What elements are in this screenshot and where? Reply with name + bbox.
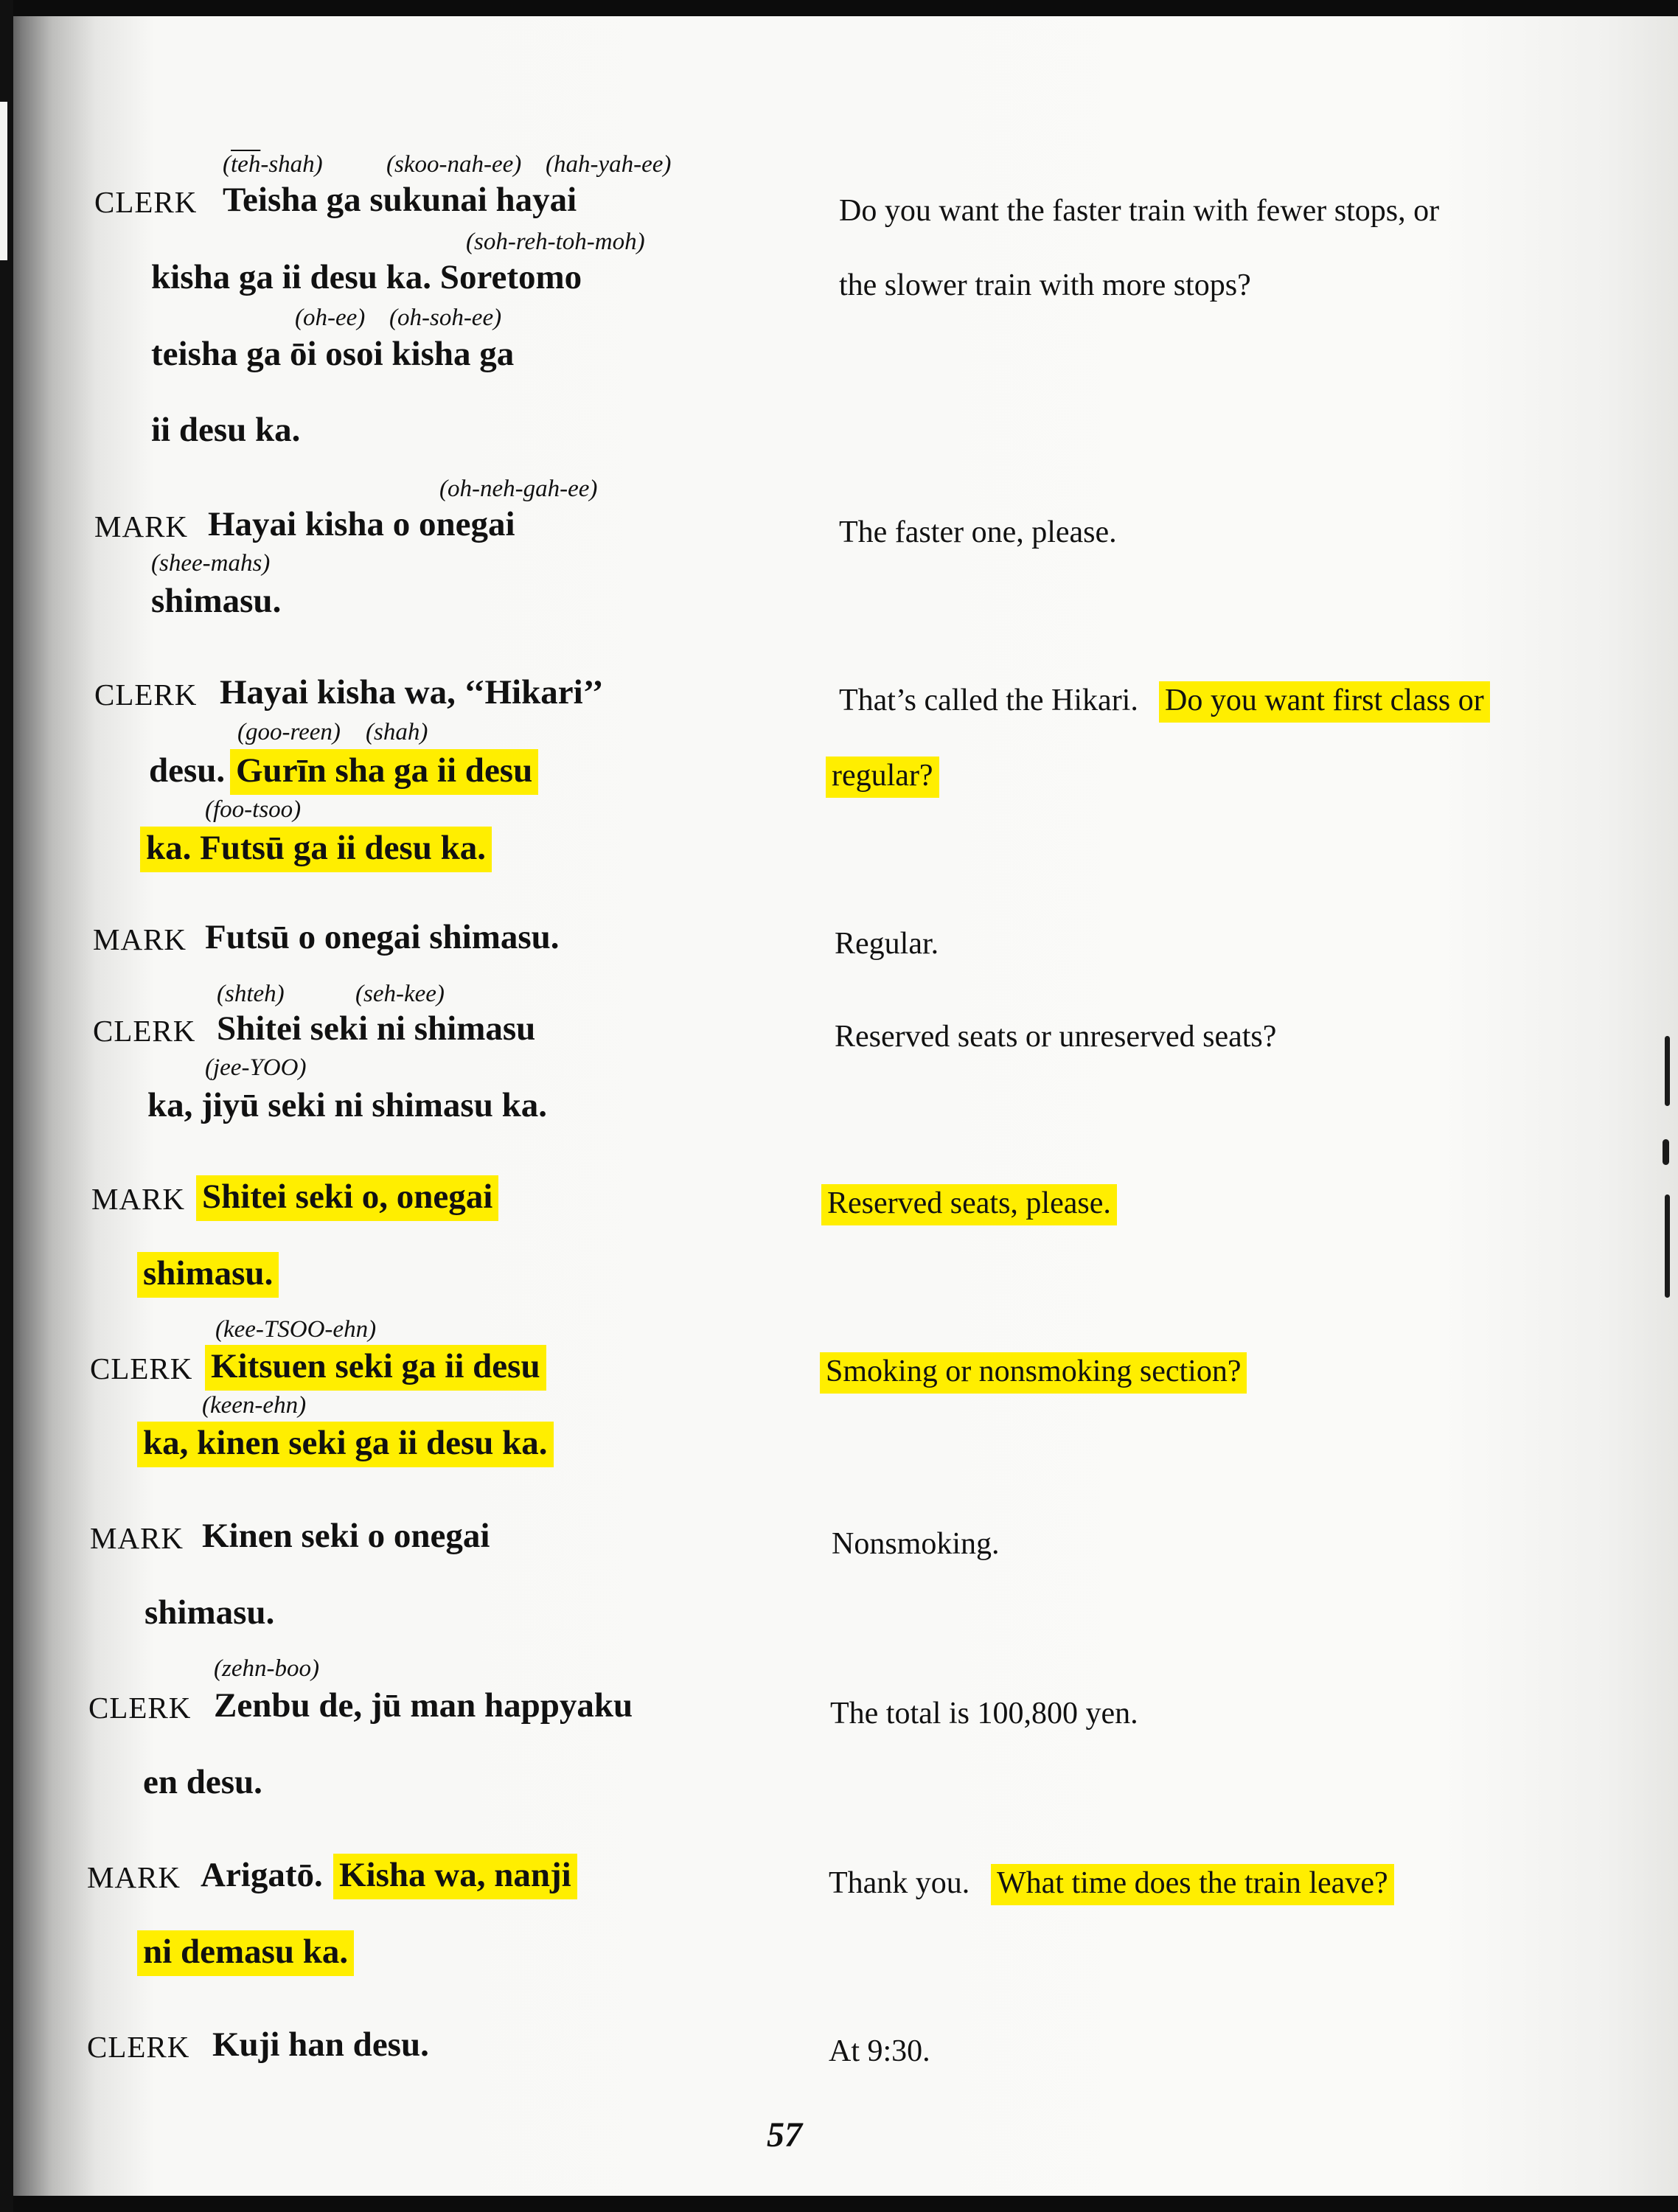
binding-mark — [1663, 1139, 1669, 1165]
speaker-label: CLERK — [88, 1691, 192, 1725]
japanese-line: kisha ga ii desu ka. Soretomo — [151, 258, 582, 296]
pronunciation: (oh-ee) — [295, 305, 366, 331]
highlighted-translation: What time does the train leave? — [991, 1864, 1394, 1905]
japanese-line: ii desu ka. — [151, 411, 301, 449]
scan-border-top — [0, 0, 1678, 16]
binding-mark — [1665, 1036, 1670, 1106]
speaker-label: CLERK — [94, 678, 198, 712]
highlighted-translation: regular? — [826, 757, 939, 798]
english-translation: Reserved seats or unreserved seats? — [835, 1020, 1277, 1054]
english-translation: The total is 100,800 yen. — [830, 1697, 1138, 1731]
japanese-line: shimasu. — [151, 582, 282, 620]
english-translation: Do you want the faster train with fewer stops, or — [839, 194, 1440, 228]
speaker-label: CLERK — [94, 185, 198, 219]
pronunciation: (goo-reen) — [237, 719, 341, 745]
japanese-line: desu. — [149, 751, 226, 790]
highlighted-japanese: Shitei seki o, onegai — [196, 1175, 498, 1221]
japanese-line: Hayai kisha o onegai — [208, 505, 515, 543]
japanese-line: Teisha ga sukunai hayai — [223, 181, 577, 219]
highlighted-japanese: Kisha wa, nanji — [333, 1854, 577, 1899]
pronunciation: (keen-ehn) — [202, 1392, 307, 1419]
english-translation: At 9:30. — [829, 2034, 930, 2068]
highlighted-japanese: shimasu. — [137, 1252, 279, 1298]
highlighted-japanese: Gurīn sha ga ii desu — [230, 749, 538, 795]
pronunciation: (shah) — [366, 719, 428, 745]
japanese-line: Kinen seki o onegai — [202, 1517, 490, 1555]
pronunciation: (oh-neh-gah-ee) — [439, 476, 598, 502]
scan-border-left — [0, 0, 13, 2212]
binding-mark — [1665, 1194, 1670, 1298]
speaker-label: MARK — [90, 1521, 184, 1555]
pronunciation: (hah-yah-ee) — [546, 151, 672, 178]
japanese-line: Arigatō. — [201, 1856, 323, 1894]
page-number: 57 — [767, 2115, 802, 2154]
japanese-line: Shitei seki ni shimasu — [217, 1009, 536, 1048]
pronunciation: (shteh) — [217, 981, 285, 1007]
english-translation: The faster one, please. — [839, 515, 1117, 549]
japanese-line: Zenbu de, jū man happyaku — [214, 1686, 633, 1725]
pronunciation: (skoo-nah-ee) — [386, 151, 522, 178]
speaker-label: CLERK — [93, 1014, 196, 1048]
pronunciation: (shee-mahs) — [151, 550, 271, 577]
japanese-line: Hayai kisha wa, ‘‘Hikari’’ — [220, 673, 604, 712]
speaker-label: MARK — [94, 509, 189, 543]
pronunciation: (zehn-boo) — [214, 1655, 319, 1682]
highlighted-translation: Do you want first class or — [1159, 681, 1490, 723]
japanese-line: en desu. — [143, 1763, 262, 1801]
highlighted-japanese: Kitsuen seki ga ii desu — [205, 1345, 546, 1391]
pronunciation: (soh-reh-toh-moh) — [466, 229, 645, 255]
pronunciation: (seh-kee) — [355, 981, 445, 1007]
japanese-line: ka, jiyū seki ni shimasu ka. — [147, 1086, 547, 1124]
speaker-label: CLERK — [87, 2030, 190, 2064]
english-translation: Regular. — [835, 927, 939, 961]
english-translation: Thank you. — [829, 1866, 970, 1900]
pronunciation: (kee-TSOO-ehn) — [215, 1316, 377, 1343]
speaker-label: MARK — [93, 922, 187, 956]
japanese-line: Kuji han desu. — [212, 2025, 429, 2064]
pronunciation: $(\overline{teh}-shah)$ — [223, 151, 323, 178]
english-translation: the slower train with more stops? — [839, 268, 1251, 302]
highlighted-japanese: ka. Futsū ga ii desu ka. — [140, 827, 492, 872]
japanese-line: Futsū o onegai shimasu. — [205, 918, 560, 956]
highlighted-japanese: ka, kinen seki ga ii desu ka. — [137, 1422, 554, 1467]
highlighted-translation: Smoking or nonsmoking section? — [820, 1352, 1247, 1394]
pronunciation: (jee-YOO) — [205, 1054, 307, 1081]
japanese-line: teisha ga ōi osoi kisha ga — [151, 335, 515, 373]
japanese-line: shimasu. — [145, 1593, 275, 1632]
highlighted-japanese: ni demasu ka. — [137, 1930, 354, 1976]
english-translation: That’s called the Hikari. — [839, 684, 1138, 717]
speaker-label: MARK — [87, 1860, 181, 1894]
speaker-label: MARK — [91, 1182, 186, 1216]
highlighted-translation: Reserved seats, please. — [821, 1184, 1117, 1225]
pronunciation: (oh-soh-ee) — [389, 305, 502, 331]
scan-border-bottom — [0, 2196, 1678, 2212]
pronunciation: (foo-tsoo) — [205, 796, 302, 823]
page-edge-mark — [0, 100, 10, 262]
english-translation: Nonsmoking. — [832, 1527, 1000, 1561]
pronunciation-stressed-syllable: $\overline{teh}$ — [231, 151, 261, 178]
speaker-label: CLERK — [90, 1352, 193, 1385]
